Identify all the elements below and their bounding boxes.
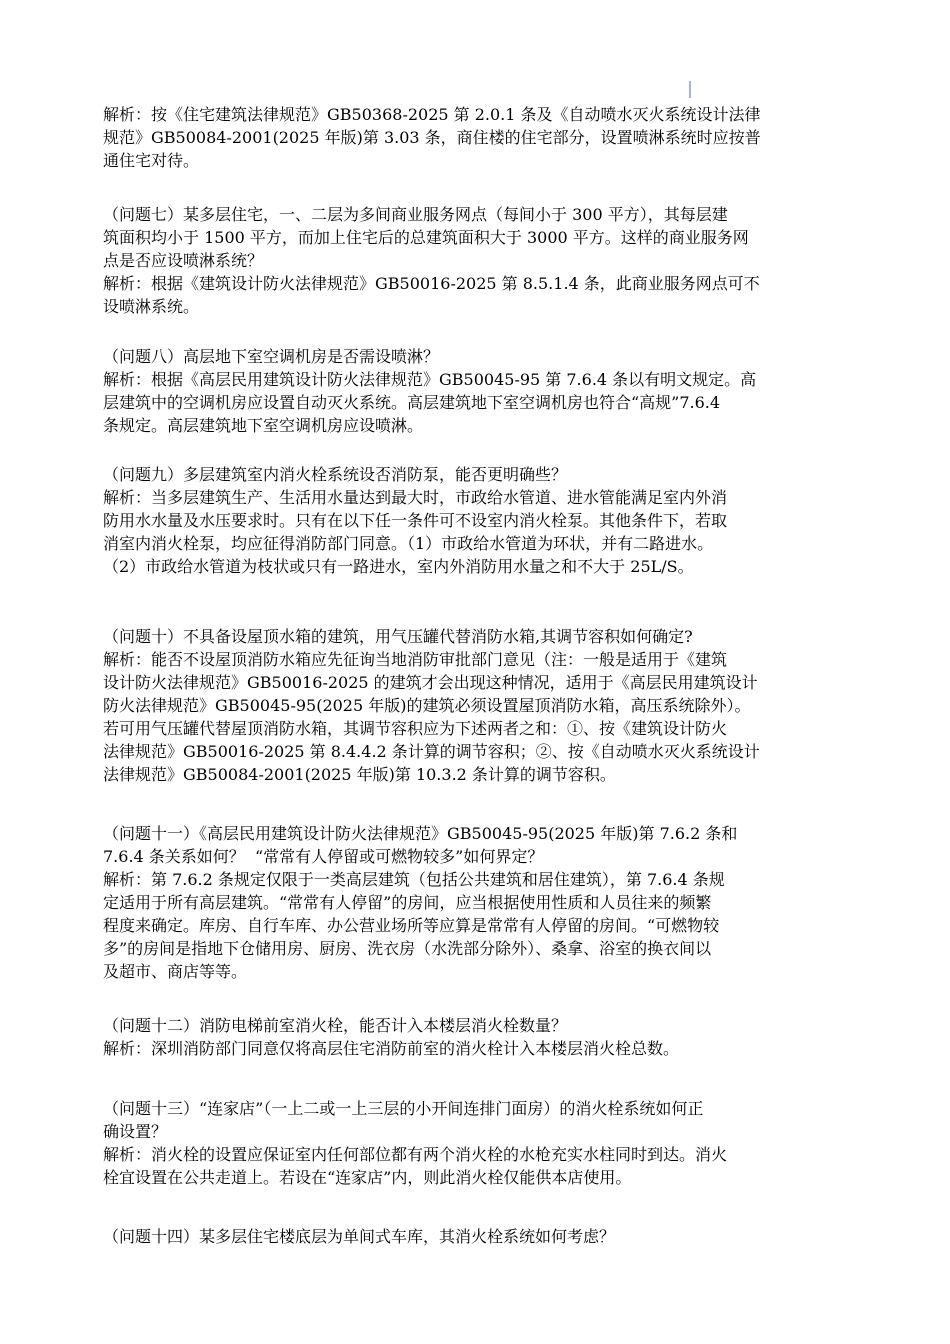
text-line: （问题九）多层建筑室内消火栓系统设否消防泵，能否更明确些？ [103,465,568,484]
text-line: 筑面积均小于 1500 平方，而加上住宅后的总建筑面积大于 3000 平方。这样的商业服务网 [103,228,749,247]
text-line: 设计防火法律规范》GB50016-2025 的建筑才会出现这种情况，适用于《高层民用建筑设计 [103,673,758,692]
text-line: 若可用气压罐代替屋顶消防水箱，其调节容积应为下述两者之和：①、按《建筑设计防火 [103,719,728,738]
text-line: 多”的房间是指地下仓储用房、厨房、洗衣房（水洗部分除外）、桑拿、浴室的换衣间以 [103,939,712,958]
text-line: （问题十三）“连家店”（一上二或一上三层的小开间连排门面房）的消火栓系统如何正 [103,1099,704,1118]
text-line: 防用水水量及水压要求时。只有在以下任一条件可不设室内消火栓泵。其他条件下，若取 [103,511,728,530]
paragraph-question-13 [103,1097,863,1189]
text-line: 解析：消火栓的设置应保证室内任何部位都有两个消火栓的水枪充实水柱同时到达。消火 [103,1145,728,1164]
text-line: 及超市、商店等等。 [103,962,248,981]
paragraph-question-12 [103,1014,863,1060]
text-line: 解析：深圳消防部门同意仅将高层住宅消防前室的消火栓计入本楼层消火栓总数。 [103,1039,680,1058]
text-line: 防火法律规范》GB50045-95(2025 年版)的建筑必须设置屋顶消防水箱，高压系统除外）。 [103,696,751,715]
text-line: 7.6.4 条关系如何？ “常常有人停留或可燃物较多”如何界定？ [103,847,544,866]
text-line: 确设置？ [103,1122,168,1141]
text-line: 栓宜设置在公共走道上。若设在“连家店”内，则此消火栓仅能供本店使用。 [103,1168,632,1187]
text-line: 解析：当多层建筑生产、生活用水量达到最大时，市政给水管道、进水管能满足室内外消 [103,488,728,507]
text-line: 法律规范》GB50016-2025 第 8.4.4.2 条计算的调节容积；②、按《自动喷水灭火系统设计 [103,742,760,761]
text-line: 解析：根据《高层民用建筑设计防火法律规范》GB50045-95 第 7.6.4 条以有明文规定。高 [103,370,757,389]
text-line: （问题十二）消防电梯前室消火栓，能否计入本楼层消火栓数量？ [103,1016,568,1035]
text-line: 定适用于所有高层建筑。“常常有人停留”的房间，应当根据使用性质和人员往来的频繁 [103,893,712,912]
text-line: 解析：第 7.6.2 条规定仅限于一类高层建筑（包括公共建筑和居住建筑），第 7.6.4 条规 [103,870,725,889]
text-line: 条规定。高层建筑地下室空调机房应设喷淋。 [103,416,424,435]
paragraph-analysis-sprinkler-mixed-use [103,103,863,172]
text-line: 层建筑中的空调机房应设置自动灭火系统。高层建筑地下室空调机房也符合“高规”7.6.4 [103,393,721,412]
text-line: 解析：能否不设屋顶消防水箱应先征询当地消防审批部门意见（注：一般是适用于《建筑 [103,650,728,669]
text-line: （2）市政给水管道为枝状或只有一路进水，室内外消防用水量之和不大于 25L/S。 [103,557,694,576]
text-line: 消室内消火栓泵，均应征得消防部门同意。（1）市政给水管道为环状，并有二路进水。 [103,534,714,553]
text-line: 程度来确定。库房、自行车库、办公营业场所等应算是常常有人停留的房间。“可燃物较 [103,916,720,935]
text-cursor-mark [689,81,691,98]
text-line: （问题十）不具备设屋顶水箱的建筑，用气压罐代替消防水箱,其调节容积如何确定? [103,627,693,646]
paragraph-question-14 [103,1225,863,1248]
text-line: 规范》GB50084-2001(2025 年版)第 3.03 条，商住楼的住宅部分，设置喷淋系统时应按普 [103,128,761,147]
paragraph-question-11 [103,822,863,983]
text-line: 解析：根据《建筑设计防火法律规范》GB50016-2025 第 8.5.1.4 条，此商业服务网点可不 [103,274,760,293]
text-line: （问题十一）《高层民用建筑设计防火法律规范》GB50045-95(2025 年版)第 7.6.2 条和 [103,824,738,843]
text-line: 点是否应设喷淋系统？ [103,251,264,270]
paragraph-question-7 [103,203,863,318]
text-line: （问题七）某多层住宅，一、二层为多间商业服务网点（每间小于 300 平方），其每层建 [103,205,728,224]
text-line: 通住宅对待。 [103,151,200,170]
paragraph-question-10 [103,625,863,786]
text-line: （问题八）高层地下室空调机房是否需设喷淋？ [103,347,440,366]
text-line: 法律规范》GB50084-2001(2025 年版)第 10.3.2 条计算的调节容积。 [103,765,616,784]
paragraph-question-9 [103,463,863,578]
paragraph-question-8 [103,345,863,437]
text-line: （问题十四）某多层住宅楼底层为单间式车库，其消火栓系统如何考虑？ [103,1227,616,1246]
text-line: 设喷淋系统。 [103,297,200,316]
text-line: 解析：按《住宅建筑法律规范》GB50368-2025 第 2.0.1 条及《自动喷水灭火系统设计法律 [103,105,761,124]
